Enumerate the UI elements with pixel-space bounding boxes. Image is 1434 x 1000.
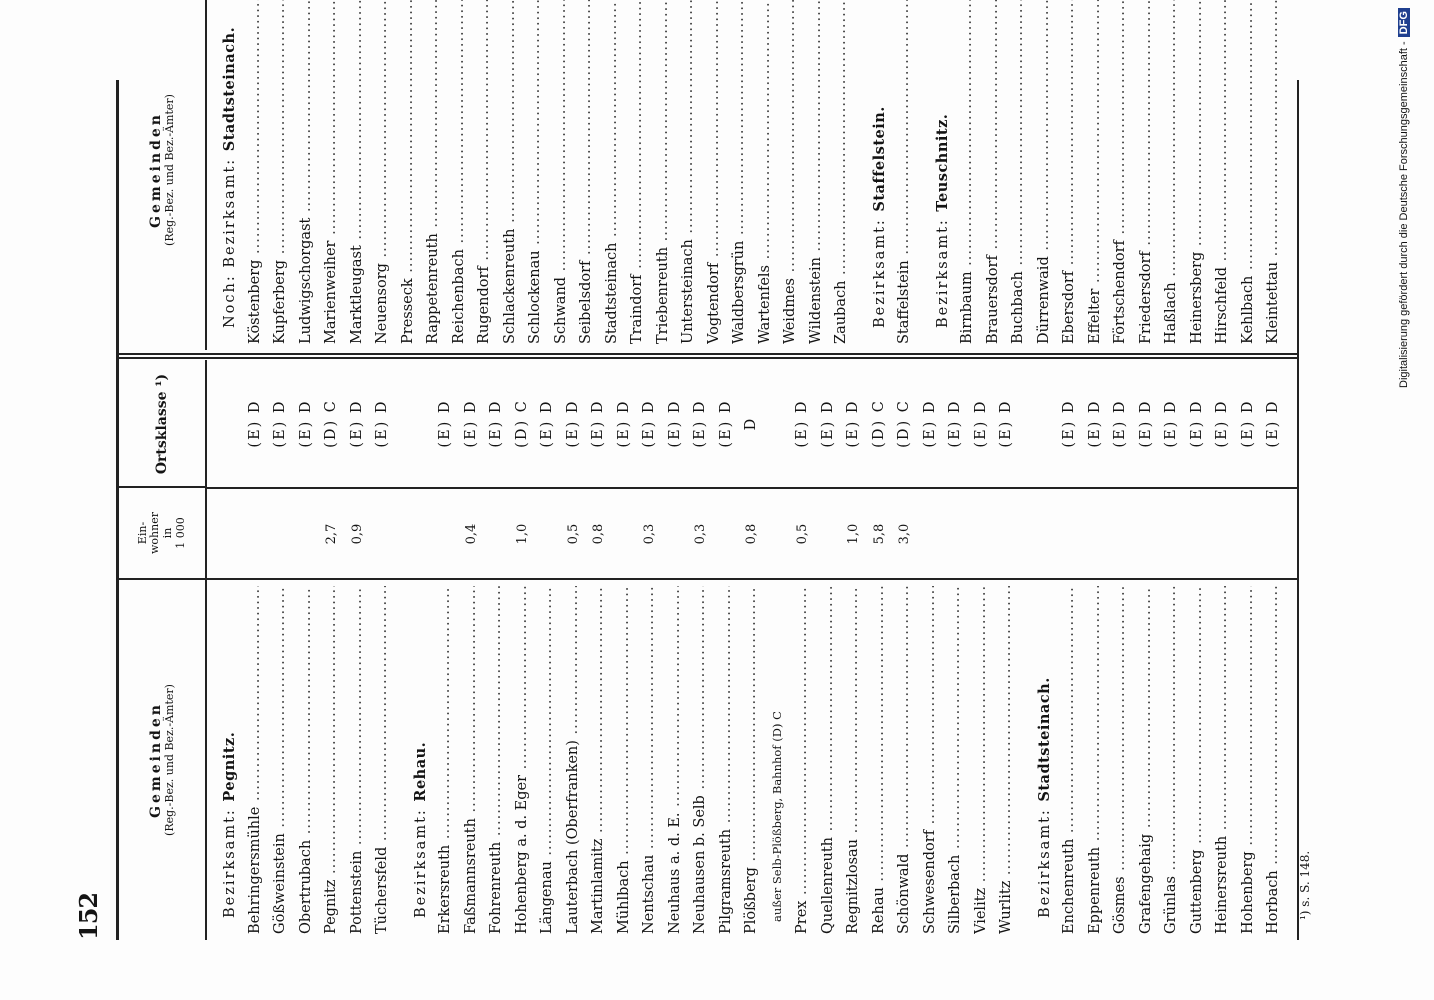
municipality-name: Prex ..... — [790, 586, 816, 934]
inhabitants-value: 1,0 — [846, 523, 861, 545]
header-inhabitants — [119, 486, 205, 580]
table-row — [484, 360, 510, 940]
table-row — [243, 0, 269, 350]
table-row — [943, 360, 969, 940]
district-heading-text — [1032, 570, 1059, 934]
table-row — [1185, 0, 1211, 350]
class-value: (E) D — [666, 399, 683, 448]
municipality-name: Neuhaus a. d. E. ..... — [663, 586, 689, 934]
class-value: (E) D — [1265, 399, 1281, 448]
municipality-table — [116, 26, 1299, 940]
class-value: (E) D — [590, 399, 606, 448]
municipality-name: Kleintettau ..... — [1261, 0, 1287, 344]
municipality-name: Dürrenwaid ..... — [1032, 0, 1058, 344]
table-row — [612, 360, 638, 940]
inhabitants-value: 0,5 — [795, 523, 810, 545]
header-class: Ortsklasse ¹) — [153, 373, 170, 475]
district-prefix: Noch: Bezirksamt: — [222, 151, 238, 328]
row-note: außer Selb-Plößberg, Bahnhof (D) C — [769, 711, 784, 922]
class-value: (E) D — [1112, 399, 1128, 448]
table-row — [918, 360, 944, 940]
municipality-name: Kehlbach ..... — [1236, 0, 1262, 344]
municipality-name: Vogtendorf ..... — [702, 0, 728, 344]
municipality-name: Wildenstein ..... — [804, 0, 830, 344]
table-row — [1236, 360, 1262, 940]
district-name: Stadtsteinach. — [1035, 677, 1053, 802]
municipality-name: Lauterbach (Oberfranken) ..... — [561, 586, 587, 934]
class-value: (E) D — [462, 399, 479, 448]
table-row — [510, 360, 536, 940]
district-prefix: Bezirksamt: — [871, 211, 888, 328]
table-row — [1134, 0, 1160, 350]
row-list-left — [217, 360, 1287, 940]
table-row — [1083, 0, 1109, 350]
header-inhabitants-line4: 1 000 — [173, 517, 187, 549]
table-row — [841, 360, 867, 940]
class-value: (E) D — [972, 399, 989, 448]
dfg-logo: DFG — [1398, 8, 1410, 37]
table-row — [981, 0, 1007, 350]
municipality-name: Wurlitz ..... — [994, 586, 1020, 934]
page-number: 152 — [74, 892, 103, 940]
table-header — [119, 0, 207, 350]
header-inhabitants-line3: in — [161, 527, 174, 539]
municipality-name: Marienweiher ..... — [319, 0, 345, 344]
table-row — [1108, 360, 1134, 940]
municipality-name: Reichenbach ..... — [447, 0, 473, 344]
table-row — [955, 0, 981, 350]
table-row — [586, 360, 612, 940]
inhabitants-value: 1,0 — [514, 523, 530, 545]
municipality-name: Eppenreuth ..... — [1083, 586, 1109, 934]
table-row — [268, 360, 294, 940]
district-prefix: Bezirksamt: — [222, 801, 238, 918]
inhabitants-value: 5,8 — [871, 523, 887, 545]
municipality-name: Gößweinstein ..... — [268, 586, 294, 934]
rotated-page-content — [70, 26, 1312, 940]
table-row — [739, 360, 765, 940]
spacer-row — [1020, 360, 1032, 940]
table-row — [1057, 360, 1083, 940]
municipality-name: Silberbach ..... — [943, 586, 969, 934]
spacer-row — [396, 360, 408, 940]
table-body — [207, 0, 1297, 350]
municipality-name: Horbach ..... — [1261, 586, 1287, 934]
table-row — [753, 0, 779, 350]
municipality-name: Ludwigschorgast ..... — [294, 0, 320, 344]
table-row — [829, 0, 855, 350]
municipality-name: Traindorf ..... — [625, 0, 651, 344]
class-value: D — [743, 416, 759, 431]
table-row — [663, 360, 689, 940]
municipality-name: Friedersdorf ..... — [1134, 0, 1160, 344]
municipality-name: Nentschau ..... — [637, 586, 663, 934]
table-left-half — [119, 360, 1297, 940]
municipality-name: Staffelstein ..... — [892, 0, 918, 344]
class-value: (E) D — [845, 399, 861, 448]
class-value: (E) D — [246, 399, 263, 448]
class-value: (E) D — [1239, 399, 1256, 448]
class-value: (E) D — [921, 399, 938, 448]
table-row — [676, 0, 702, 350]
class-value: (D) C — [513, 399, 530, 448]
district-prefix: Bezirksamt: — [934, 211, 951, 328]
municipality-name: Köstenberg ..... — [243, 0, 269, 344]
table-row — [714, 360, 740, 940]
district-heading — [408, 360, 434, 940]
class-value: (E) D — [437, 399, 453, 448]
header-name-title: Gemeinden — [147, 112, 164, 228]
class-value: (E) D — [1061, 399, 1077, 448]
municipality-name: Vielitz ..... — [969, 586, 995, 934]
municipality-name: Wartenfels ..... — [753, 0, 779, 344]
header-municipalities — [119, 580, 205, 940]
municipality-name: Schlackenreuth ..... — [498, 0, 524, 344]
inhabitants-value: 2,7 — [324, 523, 339, 545]
table-row — [294, 360, 320, 940]
class-value: (E) D — [1086, 399, 1103, 448]
table-row — [447, 0, 473, 350]
header-name-sub: (Reg.-Bez. und Bez.-Ämter) — [162, 684, 176, 836]
municipality-name: Martinlamitz ..... — [586, 586, 612, 934]
funding-note: Digitalisierung gefördert durch die Deutsche Forschungsgemeinschaft - — [1398, 41, 1410, 388]
municipality-name: Erkersreuth ..... — [433, 586, 459, 934]
table-row — [523, 0, 549, 350]
table-row — [574, 0, 600, 350]
district-heading-text — [930, 0, 957, 344]
table-header — [119, 360, 207, 940]
table-row — [1134, 360, 1160, 940]
table-row — [994, 360, 1020, 940]
table-row — [1159, 360, 1185, 940]
municipality-name: Quellenreuth ..... — [816, 586, 842, 934]
class-value: (D) C — [870, 399, 887, 448]
district-heading-text — [408, 570, 435, 934]
table-row — [459, 360, 485, 940]
table-row — [804, 0, 830, 350]
district-heading — [930, 0, 956, 350]
inhabitants-value: 0,5 — [565, 523, 581, 545]
municipality-name: Neuensorg ..... — [370, 0, 396, 344]
municipality-name: Ebersdorf ..... — [1057, 0, 1083, 344]
class-value: (E) D — [564, 399, 581, 448]
table-row — [433, 360, 459, 940]
class-value: (E) D — [1214, 399, 1230, 448]
table-row — [1261, 360, 1287, 940]
table-row — [1210, 360, 1236, 940]
district-prefix: Bezirksamt: — [1036, 801, 1053, 918]
table-row — [549, 0, 575, 350]
class-value: (D) C — [323, 399, 339, 448]
municipality-name: Faßmannsreuth ..... — [459, 586, 485, 934]
municipality-name: Stadtsteinach ..... — [600, 0, 626, 344]
inhabitants-value: 0,8 — [591, 523, 606, 545]
municipality-name: Hohenberg a. d. Eger ..... — [510, 586, 536, 934]
spacer-row — [855, 0, 867, 350]
class-value: (E) D — [374, 399, 390, 448]
double-divider — [119, 353, 1297, 359]
district-name: Stadtsteinach. — [221, 26, 238, 152]
municipality-name: Grünlas ..... — [1159, 586, 1185, 934]
header-inhabitants-line2: wohner — [148, 512, 162, 554]
municipality-name: Kupferberg ..... — [268, 0, 294, 344]
table-row — [319, 0, 345, 350]
table-row — [702, 0, 728, 350]
table-row — [969, 360, 995, 940]
inhabitants-value: 0,9 — [349, 523, 365, 545]
municipality-name: Pegnitz ..... — [319, 586, 345, 934]
municipality-name: Gösmes ..... — [1108, 586, 1134, 934]
table-row — [778, 0, 804, 350]
table-row — [1032, 0, 1058, 350]
table-row — [1185, 360, 1211, 940]
table-row — [790, 360, 816, 940]
table-row — [535, 360, 561, 940]
table-row — [600, 0, 626, 350]
municipality-name: Weidmes ..... — [778, 0, 804, 344]
district-heading — [867, 0, 893, 350]
municipality-name: Waldbersgrün ..... — [727, 0, 753, 344]
class-value: (E) D — [615, 399, 632, 448]
district-name: Pegnitz. — [221, 731, 238, 802]
table-row — [345, 360, 371, 940]
table-body — [207, 360, 1297, 940]
header-inhabitants-line1: Ein- — [135, 521, 149, 545]
class-value: (E) D — [348, 399, 365, 448]
table-row — [396, 0, 422, 350]
header-municipalities — [119, 0, 205, 350]
table-row — [892, 0, 918, 350]
table-row — [637, 360, 663, 940]
municipality-name: Effelter ..... — [1083, 0, 1109, 344]
table-row — [1236, 0, 1262, 350]
municipality-name: Hirschfeld ..... — [1210, 0, 1236, 344]
table-row — [498, 0, 524, 350]
inhabitants-value: 0,3 — [693, 523, 708, 545]
district-name: Teuschnitz. — [933, 113, 951, 212]
municipality-name: Rehau ..... — [867, 586, 893, 934]
table-row — [1261, 0, 1287, 350]
municipality-name: Enchenreuth ..... — [1057, 586, 1083, 934]
class-value: (E) D — [297, 399, 314, 448]
table-row — [1057, 0, 1083, 350]
table-row — [421, 0, 447, 350]
table-row — [816, 360, 842, 940]
municipality-name: Heinersberg ..... — [1185, 0, 1211, 344]
municipality-name: Obertrubach ..... — [294, 586, 320, 934]
table-row — [345, 0, 371, 350]
table-row — [243, 360, 269, 940]
table-row — [1006, 0, 1032, 350]
class-value: (D) C — [896, 399, 912, 448]
table-row — [370, 0, 396, 350]
municipality-name: Pottenstein ..... — [345, 586, 371, 934]
table-row — [1083, 360, 1109, 940]
class-value: (E) D — [947, 399, 963, 448]
municipality-name: Untersteinach ..... — [676, 0, 702, 344]
municipality-name: Birnbaum ..... — [955, 0, 981, 344]
table-row — [319, 360, 345, 940]
table-row — [1108, 0, 1134, 350]
district-name: Rehau. — [411, 741, 429, 802]
district-heading — [217, 360, 243, 940]
class-value: (E) D — [692, 399, 708, 448]
table-row — [561, 360, 587, 940]
class-value: (E) D — [1188, 399, 1205, 448]
table-row — [625, 0, 651, 350]
district-heading-text — [217, 0, 244, 344]
class-value: (E) D — [272, 399, 288, 448]
table-row — [892, 360, 918, 940]
municipality-name: Regnitzlosau ..... — [841, 586, 867, 934]
class-value: (E) D — [794, 399, 810, 448]
side-attribution — [1398, 8, 1428, 388]
municipality-name: Triebenreuth ..... — [651, 0, 677, 344]
inhabitants-value: 3,0 — [897, 523, 912, 545]
municipality-name: Rugendorf ..... — [472, 0, 498, 344]
class-value: (E) D — [1163, 399, 1179, 448]
district-name: Staffelstein. — [870, 106, 888, 212]
district-prefix: Bezirksamt: — [412, 801, 429, 918]
class-value: (E) D — [998, 399, 1014, 448]
row-list-right — [217, 0, 1287, 350]
class-value: (E) D — [819, 399, 836, 448]
municipality-name: Zaubach ..... — [829, 0, 855, 344]
note-row — [765, 360, 791, 940]
municipality-name: Pilgramsreuth ..... — [714, 586, 740, 934]
municipality-name: Tüchersfeld ..... — [370, 586, 396, 934]
side-attribution-text — [1398, 8, 1410, 388]
municipality-name: Seibelsdorf ..... — [574, 0, 600, 344]
district-heading — [1032, 360, 1058, 940]
municipality-name: Fohrenreuth ..... — [484, 586, 510, 934]
municipality-name: Presseck ..... — [396, 0, 422, 344]
municipality-name: Behringersmühle ..... — [243, 586, 269, 934]
table-row — [688, 360, 714, 940]
table-row — [867, 360, 893, 940]
municipality-name: Hohenberg ..... — [1236, 586, 1262, 934]
municipality-name: Heinersreuth ..... — [1210, 586, 1236, 934]
header-name-title: Gemeinden — [147, 702, 164, 818]
spacer-row — [918, 0, 930, 350]
table-row — [472, 0, 498, 350]
table-row — [1210, 0, 1236, 350]
table-row — [651, 0, 677, 350]
municipality-name: Schwesendorf ..... — [918, 586, 944, 934]
class-value: (E) D — [539, 399, 555, 448]
municipality-name: Neuhausen b. Selb ..... — [688, 586, 714, 934]
municipality-name: Rappetenreuth ..... — [421, 0, 447, 344]
municipality-name: Grafengehaig ..... — [1134, 586, 1160, 934]
district-heading — [217, 0, 243, 350]
table-right-half — [119, 0, 1297, 350]
municipality-name: Schönwald ..... — [892, 586, 918, 934]
table-row — [370, 360, 396, 940]
class-value: (E) D — [717, 399, 734, 448]
footnote: ¹) s. S. 148. — [1298, 850, 1312, 920]
municipality-name: Mühlbach ..... — [612, 586, 638, 934]
municipality-name: Schlockenau ..... — [523, 0, 549, 344]
inhabitants-value: 0,8 — [744, 523, 759, 545]
table-row — [1159, 0, 1185, 350]
municipality-name: Förtschendorf ..... — [1108, 0, 1134, 344]
municipality-name: Haßlach ..... — [1159, 0, 1185, 344]
municipality-name: Marktleugast ..... — [345, 0, 371, 344]
municipality-name: Buchbach ..... — [1006, 0, 1032, 344]
municipality-name: Guttenberg ..... — [1185, 586, 1211, 934]
table-row — [727, 0, 753, 350]
municipality-name: Plößberg ..... — [739, 586, 765, 934]
municipality-name: Schwand ..... — [549, 0, 575, 344]
inhabitants-value: 0,4 — [463, 523, 479, 545]
inhabitants-value: 0,3 — [642, 523, 657, 545]
municipality-name: Brauersdorf ..... — [981, 0, 1007, 344]
district-heading-text — [867, 0, 894, 344]
table-row — [268, 0, 294, 350]
table-row — [294, 0, 320, 350]
class-value: (E) D — [1137, 399, 1154, 448]
municipality-name: Längenau ..... — [535, 586, 561, 934]
header-name-sub: (Reg.-Bez. und Bez.-Ämter) — [162, 94, 176, 246]
district-heading-text — [217, 570, 244, 934]
class-value: (E) D — [641, 399, 657, 448]
class-value: (E) D — [488, 399, 504, 448]
